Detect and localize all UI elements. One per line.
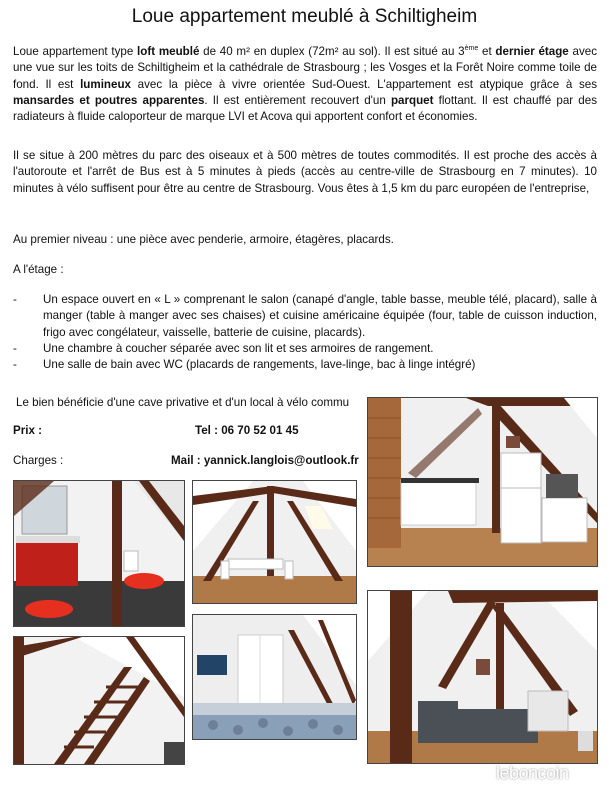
paragraph-first-level: Au premier niveau : une pièce avec penderie, armoire, étagères, placards. xyxy=(13,233,394,246)
email: Mail : yannick.langlois@outlook.fr xyxy=(171,454,359,467)
price-label: Prix : xyxy=(13,424,42,437)
paragraph-cellar: Le bien bénéficie d'une cave privative et d'un local à vélo commu xyxy=(16,396,350,409)
photo-bedroom xyxy=(192,614,357,740)
photo-kitchen xyxy=(367,397,598,567)
charges-label: Charges : xyxy=(13,454,64,467)
phone: Tel : 06 70 52 01 45 xyxy=(195,424,299,437)
upstairs-list xyxy=(13,292,597,373)
photo-dining xyxy=(192,480,357,604)
paragraph-description: Loue appartement type loft meublé de 40 m² en duplex (72m² au sol). Il est situé au 3ème et dernier étage avec une vue sur les toits de Schiltigheim et la cathédrale de Strasbourg ; les Vosges et la Forêt Noire comme toile de fond. Il est lumineux avec la pièce à vivre orientée Sud-Ouest. L'appartement est atypique grâce à ses mansardes et poutres apparentes. Il est entièrement recouvert d'un parquet flottant. Il est chauffé par des radiateurs à fluide caloporteur de marque LVI et Acova qui apportent confort et économies. xyxy=(13,45,597,124)
photo-living-room xyxy=(367,590,598,764)
page-title: Loue appartement meublé à Schiltigheim xyxy=(131,6,478,27)
list-item: - Une chambre à coucher séparée avec son lit et ses armoires de rangement. xyxy=(13,341,434,355)
watermark-logo: leboncoin xyxy=(496,763,569,783)
list-item: - Un espace ouvert en « L » comprenant le salon (canapé d'angle, table basse, meuble télé, placard), salle à manger (table à manger avec ses chaises) et cuisine américaine équipée (four, table de cuisson induction, frigo avec congélateur, vaisselle, batterie de cuisine, placards). xyxy=(13,293,597,339)
photo-stairs xyxy=(13,636,185,765)
paragraph-location: Il se situe à 200 mètres du parc des oiseaux et à 500 mètres de toutes commodités. Il est proche des accès à l'autoroute et l'arrêt de Bus est à 5 minutes à pieds (accès au centre-ville de Strasbourg en 7 minutes). 10 minutes à vélo suffisent pour être au centre de Strasbourg. Vous êtes à 1,5 km du parc européen de l'entreprise, xyxy=(13,149,597,195)
photo-bathroom xyxy=(13,480,185,627)
paragraph-upstairs: A l'étage : xyxy=(13,263,64,276)
list-item: - Une salle de bain avec WC (placards de rangements, lave-linge, bac à linge intégré) xyxy=(13,358,476,372)
